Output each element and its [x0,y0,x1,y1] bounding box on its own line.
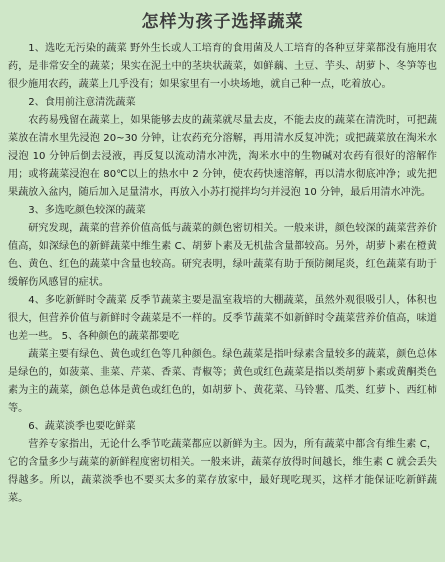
paragraph-5: 蔬菜主要有绿色、黄色或红色等几种颜色。绿色蔬菜是指叶绿素含量较多的蔬菜，颜色总体是绿色的，如菠菜、韭菜、芹菜、香菜、青椒等；黄色或红色蔬菜是指以类胡萝卜素或黄酮类色素为主的蔬菜，颜色总体是黄色或红色的，如胡萝卜、黄花菜、马铃薯、瓜类、红萝卜、西红柿等。 [8,349,437,414]
article-body [8,40,437,508]
section-heading-3: 3、多选吃颜色较深的蔬菜 [28,205,146,216]
paragraph-4: 4、多吃新鲜时令蔬菜 反季节蔬菜主要是温室栽培的大棚蔬菜，虽然外观很吸引人，体积也很大，但营养价值与新鲜时令蔬菜是不一样的。反季节蔬菜不如新鲜时令蔬菜营养价值高，味道也差一些。 5、各种颜色的蔬菜都要吃 [8,295,437,342]
paragraph-2: 农药易残留在蔬菜上，如果能够去皮的蔬菜就尽量去皮，不能去皮的蔬菜在清洗时，可把蔬菜放在清水里先浸泡 20~30 分钟，让农药充分溶解，再用清水反复冲洗；或把蔬菜放在淘米水浸泡 10 分钟后倒去浸液，再反复以流动清水冲洗，淘米水中的生物碱对农药有很好的溶解作用；或将蔬菜浸泡在 80℃以上的热水中 2 分钟，使农药快速溶解，再以清水彻底冲净；或先把果蔬放入盆内，随后加入足量清水，再放入小苏打搅拌均匀并浸泡 10 分钟，最后用清水冲洗。 [8,115,437,198]
page-title: 怎样为孩子选择蔬菜 [141,12,304,32]
section-heading-2: 2、食用前注意清洗蔬菜 [28,97,136,108]
paragraph-6: 营养专家指出，无论什么季节吃蔬菜都应以新鲜为主。因为，所有蔬菜中都含有维生素 C，它的含量多少与蔬菜的新鲜程度密切相关。一般来讲，蔬菜存放得时间越长，维生素 C 就会丢失得越多。所以，蔬菜淡季也不要买太多的菜存放家中，最好现吃现买，这样才能保证吃新鲜蔬菜。 [8,439,437,504]
paragraph-3: 研究发现，蔬菜的营养价值高低与蔬菜的颜色密切相关。一般来讲，颜色较深的蔬菜营养价值高，如深绿色的新鲜蔬菜中维生素 C、胡萝卜素及无机盐含量都较高。另外，胡萝卜素在橙黄色、黄色、红色的蔬菜中含量也较高。研究表明，绿叶蔬菜有助于预防阑尾炎，红色蔬菜有助于缓解伤风感冒的症状。 [8,223,437,288]
section-heading-6: 6、蔬菜淡季也要吃鲜菜 [28,421,136,432]
paragraph-1: 1、选吃无污染的蔬菜 野外生长或人工培育的食用菌及人工培育的各种豆芽菜都没有施用农药，是非常安全的蔬菜；果实在泥土中的茎块状蔬菜，如鲜藕、土豆、芋头、胡萝卜、冬笋等也很少施用农药，蔬菜上几乎没有；如果家里有一小块场地，就自己种一点，吃着放心。 [8,43,437,90]
